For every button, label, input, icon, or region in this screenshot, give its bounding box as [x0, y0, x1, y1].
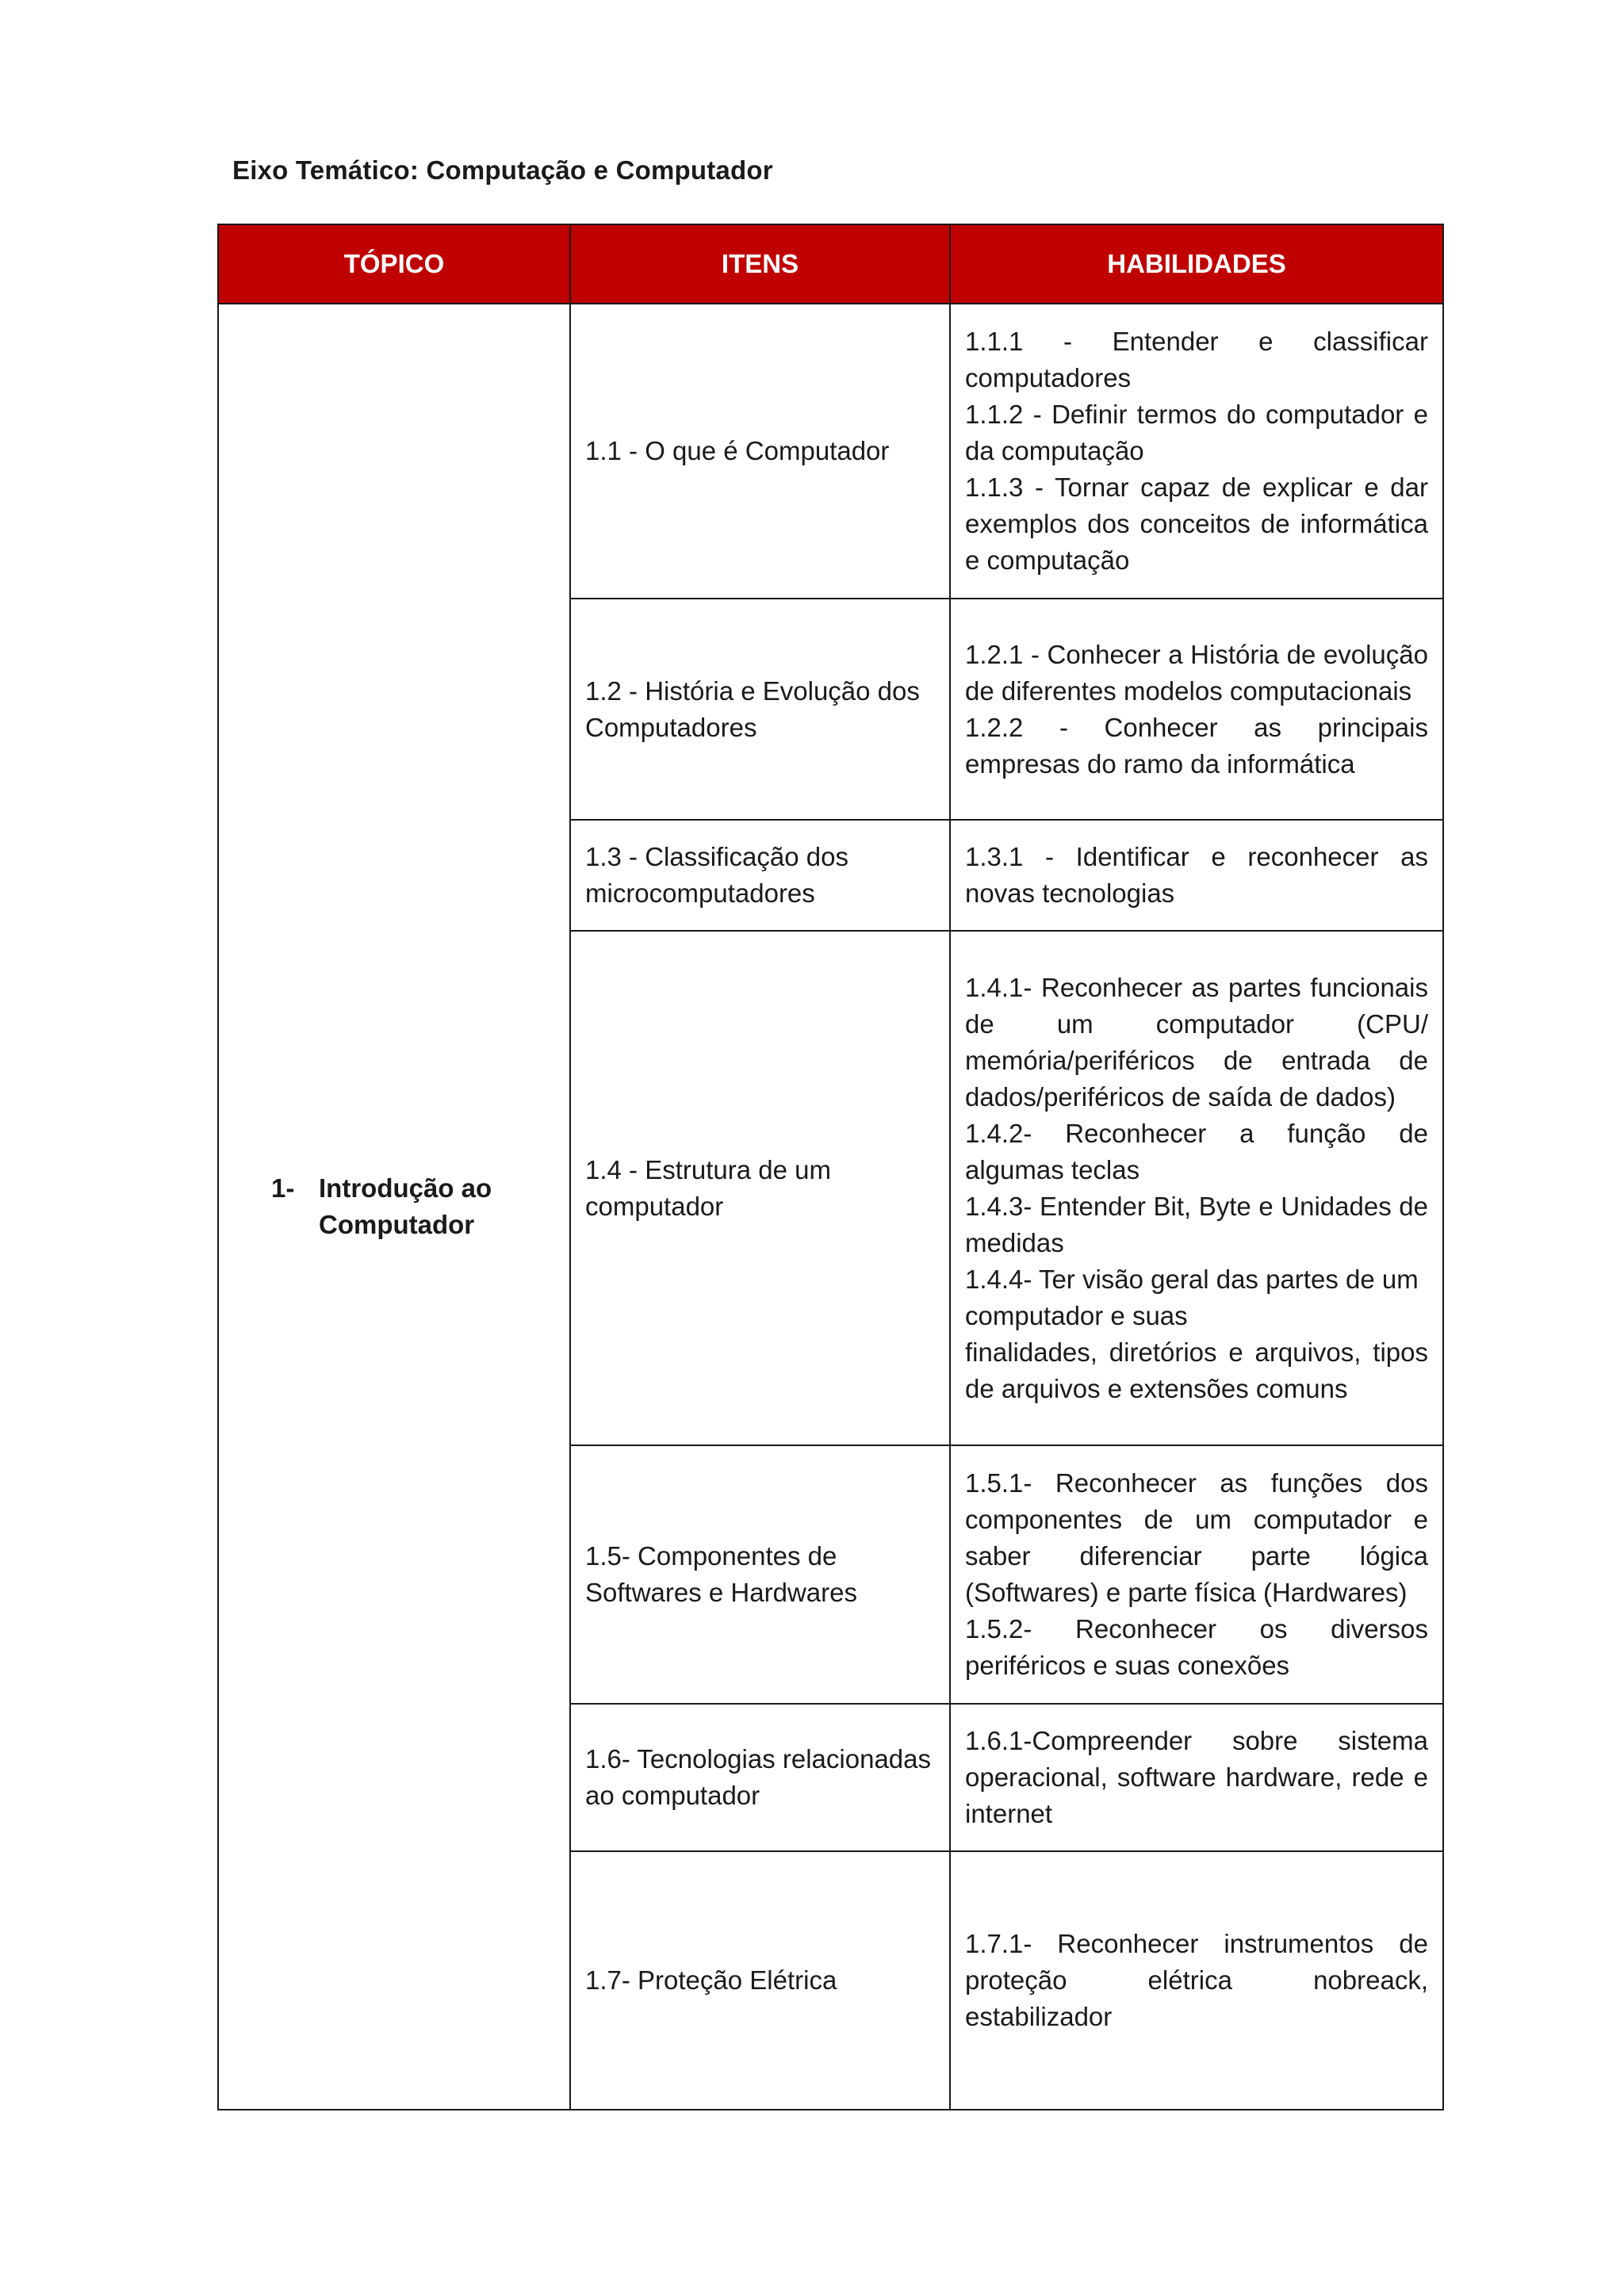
skill-text: 1.5.2- Reconhecer os diversos periféricos e suas conexões — [965, 1614, 1428, 1680]
skills-cell — [950, 1445, 1443, 1704]
skills-cell — [950, 304, 1443, 599]
item-cell: 1.1 - O que é Computador — [570, 304, 950, 599]
topic-label: Introdução ao Computador — [319, 1173, 492, 1239]
curriculum-table — [217, 224, 1444, 2110]
skills-cell — [950, 1704, 1443, 1851]
skills-cell — [950, 599, 1443, 820]
header-topic: TÓPICO — [218, 224, 570, 304]
table-header-row — [218, 224, 1443, 304]
skill-text: 1.4.2- Reconhecer a função de algumas teclas — [965, 1118, 1428, 1184]
skill-text: 1.1.1 - Entender e classificar computadores — [965, 327, 1428, 392]
document-heading: Eixo Temático: Computação e Computador — [232, 155, 773, 185]
table-row — [218, 304, 1443, 599]
skills-cell — [950, 820, 1443, 931]
skill-text: 1.4.4- Ter visão geral das partes de um computador e suas — [965, 1264, 1419, 1330]
topic-title — [233, 1170, 555, 1243]
skill-text: 1.3.1 - Identificar e reconhecer as novas tecnologias — [965, 842, 1428, 908]
skill-text: 1.1.3 - Tornar capaz de explicar e dar exemplos dos conceitos de informática e computação — [965, 473, 1428, 575]
item-cell: 1.2 - História e Evolução dos Computadores — [570, 599, 950, 820]
skill-text: finalidades, diretórios e arquivos, tipos de arquivos e extensões comuns — [965, 1337, 1428, 1403]
skill-text: 1.4.3- Entender Bit, Byte e Unidades de medidas — [965, 1191, 1428, 1257]
skill-text: 1.6.1-Compreender sobre sistema operacional, software hardware, rede e internet — [965, 1726, 1428, 1828]
skills-cell — [950, 931, 1443, 1445]
item-cell: 1.7- Proteção Elétrica — [570, 1851, 950, 2110]
item-cell: 1.5- Componentes de Softwares e Hardwares — [570, 1445, 950, 1704]
skill-text: 1.1.2 - Definir termos do computador e da computação — [965, 400, 1428, 465]
topic-cell — [218, 304, 570, 2110]
header-items: ITENS — [570, 224, 950, 304]
header-skills: HABILIDADES — [950, 224, 1443, 304]
skill-text: 1.2.2 - Conhecer as principais empresas do ramo da informática — [965, 712, 1428, 779]
item-cell: 1.3 - Classificação dos microcomputadores — [570, 820, 950, 931]
skill-text: 1.5.1- Reconhecer as funções dos componentes de um computador e saber diferenciar parte lógica (Softwares) e parte física (Hardwares) — [965, 1468, 1428, 1607]
item-cell: 1.4 - Estrutura de um computador — [570, 931, 950, 1445]
skill-text: 1.7.1- Reconhecer instrumentos de proteção elétrica nobreack, estabilizador — [965, 1929, 1428, 2031]
topic-number: 1- — [271, 1173, 295, 1203]
item-cell: 1.6- Tecnologias relacionadas ao computador — [570, 1704, 950, 1851]
skill-text: 1.4.1- Reconhecer as partes funcionais de um computador (CPU/ memória/periféricos de entrada de dados/periféricos de saída de dados) — [965, 972, 1428, 1112]
skill-text: 1.2.1 - Conhecer a História de evolução de diferentes modelos computacionais — [965, 639, 1428, 706]
skills-cell — [950, 1851, 1443, 2110]
